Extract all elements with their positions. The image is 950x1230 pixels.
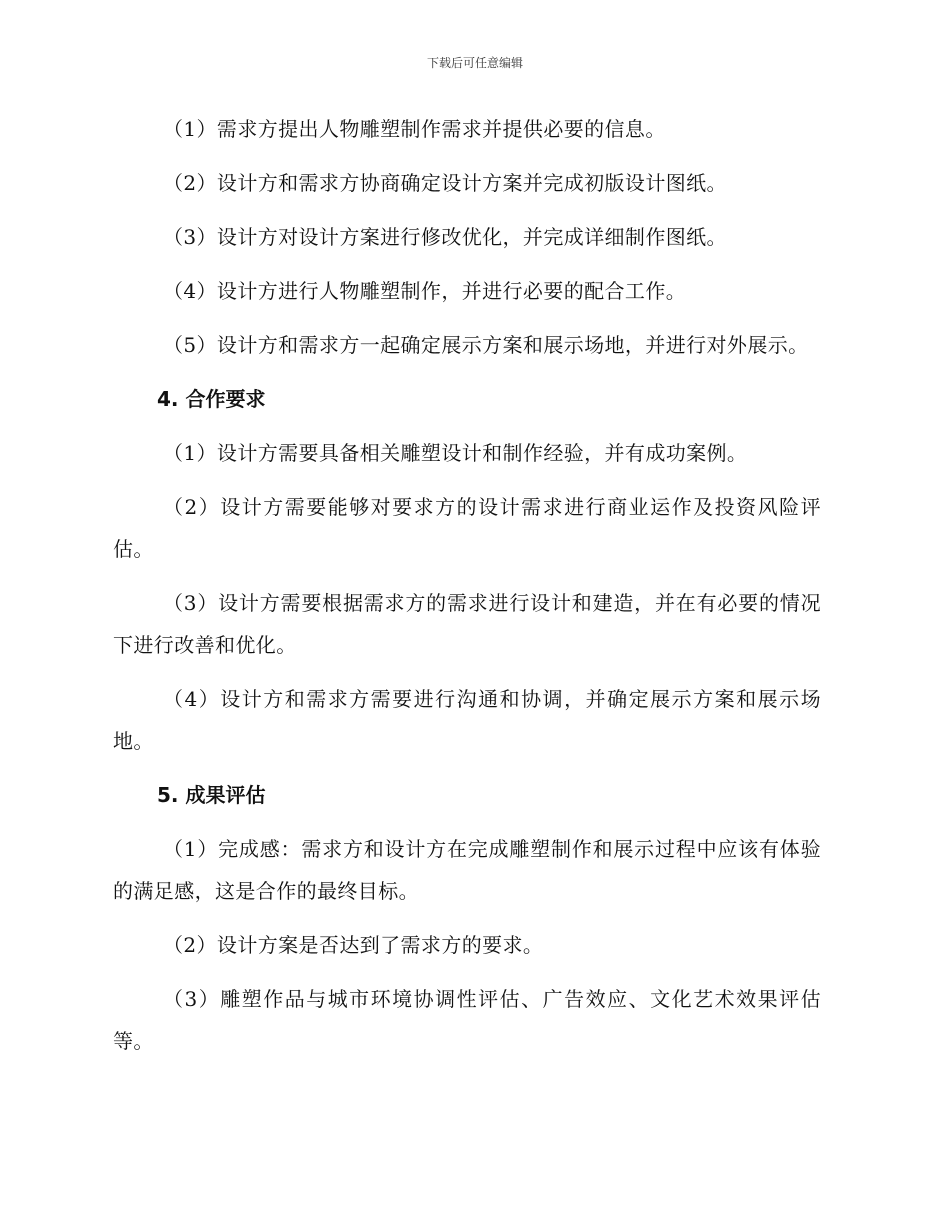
evaluation-item-1: （1）完成感：需求方和设计方在完成雕塑制作和展示过程中应该有体验的满足感，这是合作的最终目标。 xyxy=(113,837,821,903)
page-header: 下载后可任意编辑 xyxy=(426,56,523,70)
cooperation-item-3: （3）设计方需要根据需求方的需求进行设计和建造，并在有必要的情况下进行改善和优化。 xyxy=(113,591,821,657)
cooperation-item-1: （1）设计方需要具备相关雕塑设计和制作经验，并有成功案例。 xyxy=(163,441,748,465)
section-heading-cooperation: 4. 合作要求 xyxy=(157,387,266,411)
evaluation-item-3: （3）雕塑作品与城市环境协调性评估、广告效应、文化艺术效果评估等。 xyxy=(113,987,821,1053)
process-step-1: （1）需求方提出人物雕塑制作需求并提供必要的信息。 xyxy=(163,117,666,141)
cooperation-item-2: （2）设计方需要能够对要求方的设计需求进行商业运作及投资风险评估。 xyxy=(113,495,821,561)
document-body xyxy=(113,108,821,1062)
cooperation-item-4: （4）设计方和需求方需要进行沟通和协调，并确定展示方案和展示场地。 xyxy=(113,687,821,753)
evaluation-item-2: （2）设计方案是否达到了需求方的要求。 xyxy=(163,933,544,957)
process-step-4: （4）设计方进行人物雕塑制作，并进行必要的配合工作。 xyxy=(163,279,687,303)
process-step-2: （2）设计方和需求方协商确定设计方案并完成初版设计图纸。 xyxy=(163,171,727,195)
section-heading-evaluation: 5. 成果评估 xyxy=(157,783,266,807)
process-step-3: （3）设计方对设计方案进行修改优化，并完成详细制作图纸。 xyxy=(163,225,727,249)
process-step-5: （5）设计方和需求方一起确定展示方案和展示场地，并进行对外展示。 xyxy=(163,333,809,357)
